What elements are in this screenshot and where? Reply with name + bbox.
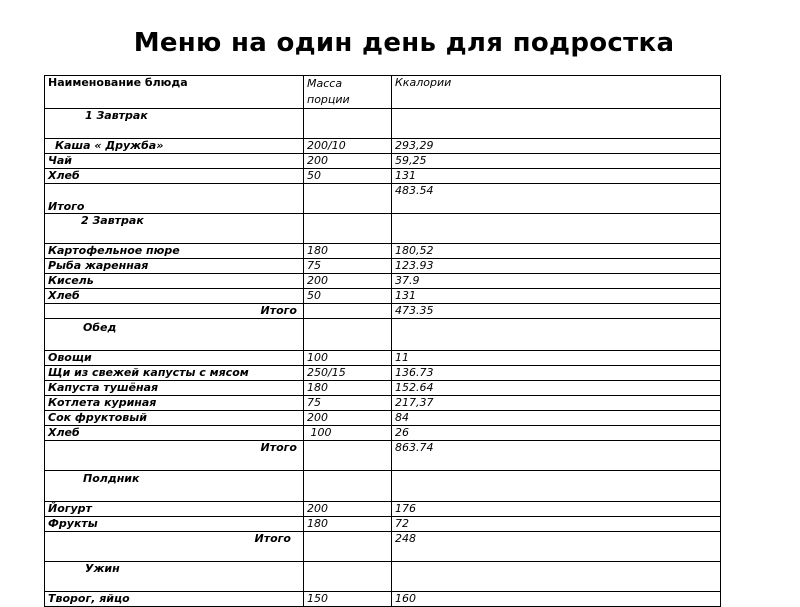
- dish-mass: 180: [304, 381, 392, 396]
- total-value: 473.35: [392, 304, 721, 319]
- dish-kcal: 72: [392, 517, 721, 532]
- table-row: [45, 139, 721, 154]
- meal-label-snack: Полдник: [45, 471, 304, 502]
- dish-kcal: 84: [392, 411, 721, 426]
- dish-name: Сок фруктовый: [45, 411, 304, 426]
- dish-name: Фрукты: [45, 517, 304, 532]
- meal-header-row: [45, 471, 721, 502]
- header-portion-mass: Масса порции: [304, 76, 392, 109]
- dish-name: Творог, яйцо: [45, 592, 304, 607]
- total-value: 248: [392, 532, 721, 562]
- dish-name: Котлета куриная: [45, 396, 304, 411]
- dish-mass: 250/15: [304, 366, 392, 381]
- dish-name: Овощи: [45, 351, 304, 366]
- dish-kcal: 131: [392, 289, 721, 304]
- meal-label-breakfast-2: 2 Завтрак: [45, 214, 304, 244]
- table-row: [45, 396, 721, 411]
- meal-label-breakfast-1: 1 Завтрак: [45, 109, 304, 139]
- table-row: [45, 517, 721, 532]
- dish-name: Рыба жаренная: [45, 259, 304, 274]
- dish-kcal: 59,25: [392, 154, 721, 169]
- dish-mass: 180: [304, 244, 392, 259]
- dish-name: Хлеб: [45, 426, 304, 441]
- dish-name: Каша « Дружба»: [45, 139, 304, 154]
- table-row: [45, 411, 721, 426]
- dish-name: Чай: [45, 154, 304, 169]
- dish-name: Капуста тушёная: [45, 381, 304, 396]
- menu-table: [44, 75, 721, 607]
- meal-header-row: [45, 214, 721, 244]
- dish-mass: 150: [304, 592, 392, 607]
- table-row: [45, 502, 721, 517]
- dish-kcal: 152.64: [392, 381, 721, 396]
- dish-kcal: 160: [392, 592, 721, 607]
- dish-mass: 200: [304, 411, 392, 426]
- table-row: [45, 244, 721, 259]
- dish-mass: 100: [304, 351, 392, 366]
- meal-header-row: [45, 109, 721, 139]
- total-label: Итого: [45, 184, 304, 214]
- dish-mass: 200: [304, 274, 392, 289]
- meal-label-lunch: Обед: [45, 319, 304, 351]
- total-row: [45, 184, 721, 214]
- dish-kcal: 37.9: [392, 274, 721, 289]
- dish-name: Щи из свежей капусты с мясом: [45, 366, 304, 381]
- dish-mass: 200: [304, 502, 392, 517]
- total-row: [45, 532, 721, 562]
- page-title: Меню на один день для подростка: [133, 28, 675, 58]
- total-value: 483.54: [392, 184, 721, 214]
- table-row: [45, 351, 721, 366]
- dish-mass: 50: [304, 289, 392, 304]
- dish-name: Кисель: [45, 274, 304, 289]
- dish-kcal: 11: [392, 351, 721, 366]
- dish-kcal: 180,52: [392, 244, 721, 259]
- table-row: [45, 366, 721, 381]
- dish-mass: 200/10: [304, 139, 392, 154]
- dish-name: Хлеб: [45, 169, 304, 184]
- total-row: [45, 304, 721, 319]
- table-row: [45, 592, 721, 607]
- table-header-row: [45, 76, 721, 109]
- total-label: Итого: [45, 532, 304, 562]
- dish-kcal: 136.73: [392, 366, 721, 381]
- total-label: Итого: [45, 441, 304, 471]
- dish-mass: 75: [304, 396, 392, 411]
- table-row: [45, 426, 721, 441]
- dish-mass: 100: [304, 426, 392, 441]
- dish-kcal: 293,29: [392, 139, 721, 154]
- dish-kcal: 123.93: [392, 259, 721, 274]
- dish-mass: 50: [304, 169, 392, 184]
- dish-kcal: 176: [392, 502, 721, 517]
- total-label: Итого: [45, 304, 304, 319]
- dish-mass: 180: [304, 517, 392, 532]
- meal-header-row: [45, 562, 721, 592]
- table-row: [45, 274, 721, 289]
- total-row: [45, 441, 721, 471]
- dish-mass: 75: [304, 259, 392, 274]
- total-value: 863.74: [392, 441, 721, 471]
- dish-mass: 200: [304, 154, 392, 169]
- dish-name: Хлеб: [45, 289, 304, 304]
- header-calories: Ккалории: [392, 76, 721, 109]
- table-row: [45, 381, 721, 396]
- dish-name: Йогурт: [45, 502, 304, 517]
- table-row: [45, 289, 721, 304]
- table-row: [45, 169, 721, 184]
- table-row: [45, 259, 721, 274]
- dish-name: Картофельное пюре: [45, 244, 304, 259]
- dish-kcal: 131: [392, 169, 721, 184]
- table-row: [45, 154, 721, 169]
- dish-kcal: 217,37: [392, 396, 721, 411]
- meal-label-dinner: Ужин: [45, 562, 304, 592]
- dish-kcal: 26: [392, 426, 721, 441]
- header-dish-name: Наименование блюда: [45, 76, 304, 109]
- meal-header-row: [45, 319, 721, 351]
